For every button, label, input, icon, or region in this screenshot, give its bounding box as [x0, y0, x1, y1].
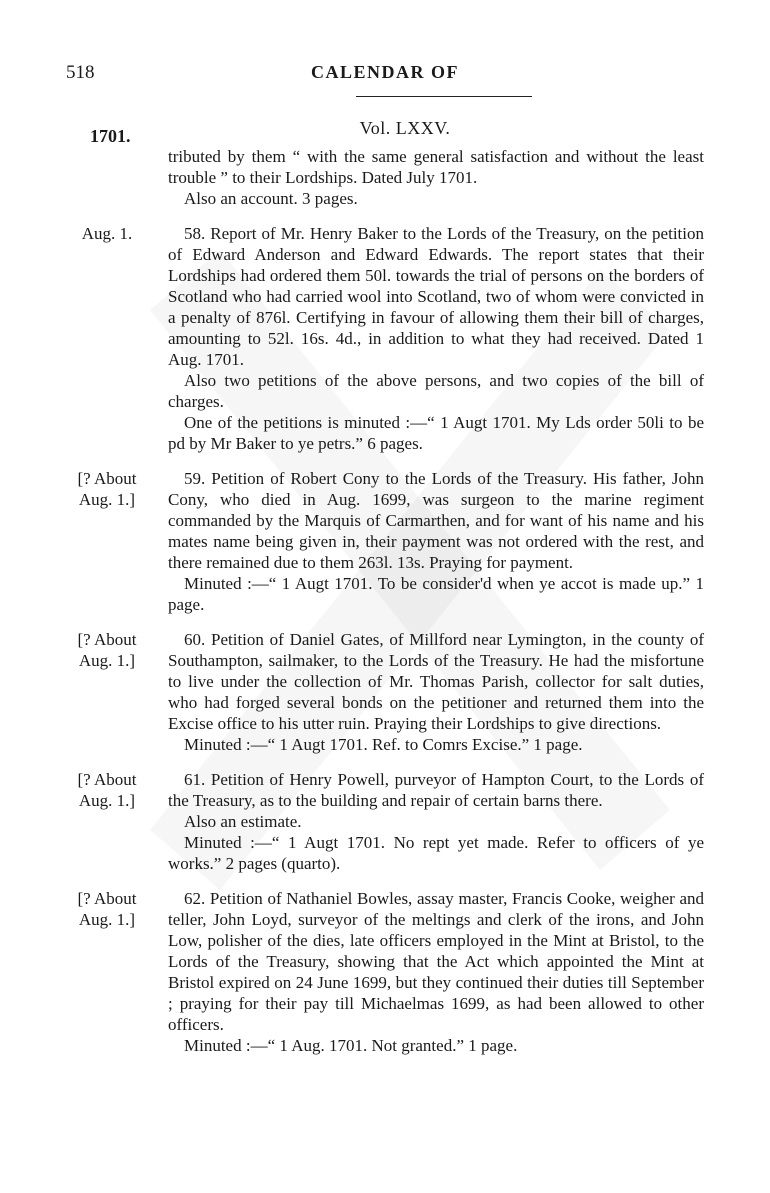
header-rule: [356, 96, 532, 97]
entry-text: [168, 146, 704, 209]
entry-paragraph: Also an account. 3 pages.: [184, 189, 358, 208]
entry-paragraph: 60. Petition of Daniel Gates, of Millford near Lymington, in the county of Southampton, sailmaker, to the Lords of the Treasury. He had the misfortune to live under the collection of Mr. Thomas Parish, collector for salt duties, who had forged several bonds on the petitioner and returned them into the Excise office to his utter ruin. Praying their Lordships to give directions.: [168, 630, 704, 733]
entry-62: [0, 888, 770, 1056]
entry-continuation: [0, 146, 770, 209]
entry-text: [168, 223, 704, 454]
entry-59: [0, 468, 770, 615]
margin-date: [? About Aug. 1.]: [77, 630, 137, 670]
entry-paragraph: One of the petitions is minuted :—“ 1 Augt 1701. My Lds order 50li to be pd by Mr Baker to ye petrs.” 6 pages.: [168, 413, 704, 453]
entry-58: [0, 223, 770, 454]
entry-paragraph: tributed by them “ with the same general satisfaction and without the least trouble ” to their Lordships. Dated July 1701.: [168, 147, 704, 187]
entry-paragraph: Minuted :—“ 1 Augt 1701. Ref. to Comrs Excise.” 1 page.: [184, 735, 583, 754]
entry-text: [168, 629, 704, 755]
volume-heading: Vol. LXXV.: [359, 118, 451, 138]
margin-date: [? About Aug. 1.]: [77, 469, 137, 509]
entry-paragraph: 61. Petition of Henry Powell, purveyor of Hampton Court, to the Lords of the Treasury, as to the building and repair of certain barns there.: [168, 770, 704, 810]
entry-paragraph: Minuted :—“ 1 Augt 1701. No rept yet made. Refer to officers of ye works.” 2 pages (quarto).: [168, 833, 704, 873]
entry-60: [0, 629, 770, 755]
entry-paragraph: 62. Petition of Nathaniel Bowles, assay master, Francis Cooke, weigher and teller, John Loyd, surveyor of the meltings and clerk of the irons, and John Low, polisher of the dies, late officers employed in the Mint at Bristol, to the Lords of the Treasury, showing that the Act which appointed the Mint at Bristol expired on 24 June 1699, but they continued their duties till September ; praying for their pay till Michaelmas 1699, as had been allowed to other officers.: [168, 889, 704, 1034]
margin-date: Aug. 1.: [81, 224, 133, 243]
calendar-body: [0, 146, 770, 1070]
running-head: CALENDAR OF: [310, 62, 459, 82]
entry-paragraph: 58. Report of Mr. Henry Baker to the Lords of the Treasury, on the petition of Edward Anderson and Edward Edwards. The report states that their Lordships had ordered them 50l. towards the trial of persons on the borders of Scotland who had carried wool into Scotland, two of whom were convicted in a penalty of 876l. Certifying in favour of allowing them their bill of charges, amounting to 52l. 16s. 4d., in addition to what they had received. Dated 1 Aug. 1701.: [168, 224, 704, 369]
entry-text: [168, 769, 704, 874]
entry-paragraph: 59. Petition of Robert Cony to the Lords of the Treasury. His father, John Cony, who died in Aug. 1699, was surgeon to the marine regiment commanded by the Marquis of Carmarthen, and for want of his name and his mates name being given in, their payment was not ordered with the rest, and there remained due to them 263l. 13s. Praying for payment.: [168, 469, 704, 572]
entry-paragraph: Minuted :—“ 1 Aug. 1701. Not granted.” 1 page.: [184, 1036, 518, 1055]
margin-date: [? About Aug. 1.]: [77, 770, 137, 810]
margin-date: [? About Aug. 1.]: [77, 889, 137, 929]
entry-paragraph: Minuted :—“ 1 Augt 1701. To be consider'd when ye accot is made up.” 1 page.: [168, 574, 704, 614]
page-header: [0, 62, 770, 92]
entry-text: [168, 888, 704, 1056]
entry-paragraph: Also an estimate.: [184, 812, 302, 831]
entry-paragraph: Also two petitions of the above persons, and two copies of the bill of charges.: [168, 371, 704, 411]
page-number: 518: [66, 62, 95, 83]
entry-61: [0, 769, 770, 874]
margin-year: 1701.: [90, 126, 131, 146]
entry-text: [168, 468, 704, 615]
